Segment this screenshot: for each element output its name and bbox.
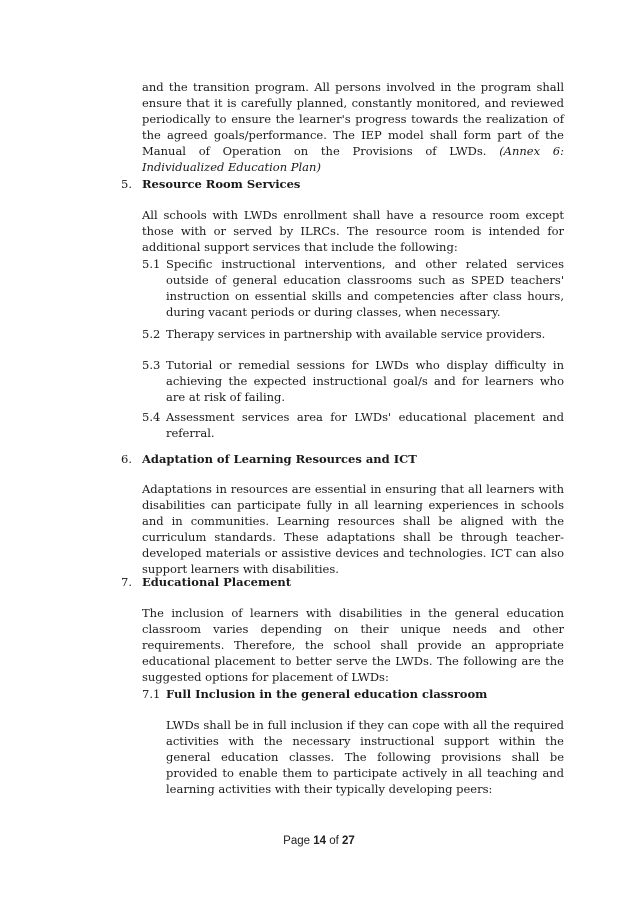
section-7-title: Educational Placement bbox=[142, 575, 292, 589]
subsection-7-1-title: Full Inclusion in the general education classroom bbox=[166, 687, 488, 701]
section-5-title: Resource Room Services bbox=[142, 177, 301, 191]
section-5-item bbox=[142, 357, 564, 405]
item-text: Specific instructional interventions, and other related services outside of general education classrooms such as SPED teachers' instruction on essential skills and competencies after class hours, during vacant periods or during classes, when necessary. bbox=[166, 257, 564, 319]
annex-reference: (Annex 6: Individualized Education Plan) bbox=[142, 144, 564, 174]
item-number: 5.4 bbox=[142, 410, 161, 424]
section-7-number: 7. bbox=[121, 575, 132, 589]
subsection-7-1-paragraph: LWDs shall be in full inclusion if they can cope with all the required activities with the necessary instructional support within the general education classes. The following provisions shall be provided to enable them to participate actively in all teaching and learning activities with their typically developing peers: bbox=[166, 718, 564, 796]
item-number: 5.3 bbox=[142, 358, 161, 372]
of-label: of bbox=[329, 835, 339, 847]
section-7-paragraph: The inclusion of learners with disabilities in the general education classroom varies depending on their unique needs and other requirements. Therefore, the school shall provide an appropriate educational placement to better serve the LWDs. The following are the suggested options for placement of LWDs: bbox=[142, 606, 564, 684]
item-number: 5.2 bbox=[142, 327, 161, 341]
section-6-number: 6. bbox=[121, 452, 132, 466]
total-pages: 27 bbox=[342, 835, 355, 847]
item-text: Tutorial or remedial sessions for LWDs who display difficulty in achieving the expected instructional goal/s and for learners who are at risk of failing. bbox=[166, 358, 564, 404]
item-text: Therapy services in partnership with available service providers. bbox=[166, 327, 546, 341]
section-5-number: 5. bbox=[121, 177, 132, 191]
intro-paragraph bbox=[142, 79, 564, 175]
item-number: 5.1 bbox=[142, 257, 161, 271]
page-label: Page bbox=[283, 835, 311, 847]
page-number-footer bbox=[0, 835, 638, 847]
subsection-7-1-number: 7.1 bbox=[142, 687, 161, 701]
section-6-title: Adaptation of Learning Resources and ICT bbox=[142, 452, 417, 466]
section-5-paragraph: All schools with LWDs enrollment shall have a resource room except those with or served by ILRCs. The resource room is intended for additional support services that include the following: bbox=[142, 208, 564, 254]
section-6-paragraph: Adaptations in resources are essential in ensuring that all learners with disabilities can participate fully in all learning experiences in schools and in communities. Learning resources shall be aligned with the curriculum standards. These adaptations shall be through teacher-developed materials or assistive devices and technologies. ICT can also support learners with disabilities. bbox=[142, 482, 564, 576]
section-5-item bbox=[142, 256, 564, 320]
current-page-number: 14 bbox=[313, 835, 327, 847]
intro-text: and the transition program. All persons involved in the program shall ensure that it is carefully planned, constantly monitored, and reviewed periodically to ensure the learner's progress towards the realization of the agreed goals/performance. The IEP model shall form part of the Manual of Operation on the Provisions of LWDs. bbox=[142, 80, 564, 158]
item-text: Assessment services area for LWDs' educational placement and referral. bbox=[166, 410, 564, 440]
section-5-item bbox=[142, 326, 564, 342]
section-5-item bbox=[142, 409, 564, 441]
